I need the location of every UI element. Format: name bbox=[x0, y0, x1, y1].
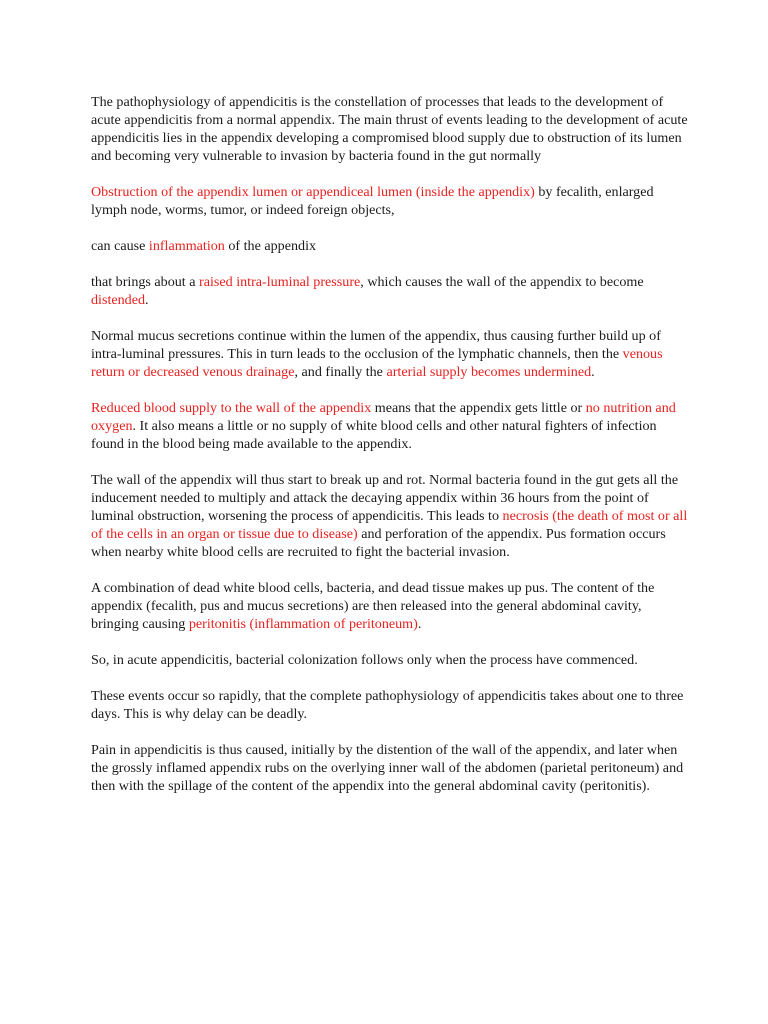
highlighted-term: peritonitis (inflammation of peritoneum) bbox=[188, 616, 418, 632]
paragraph-text: can cause bbox=[91, 238, 149, 254]
paragraph-text: . bbox=[417, 616, 422, 632]
paragraph-text: The wall of the appendix will thus start to break up and rot. Normal bacteria found in the gut gets all the inducement needed to multiply and attack the decaying appendix within 36 hours from the point of luminal obstruction, worsening the process of appendicitis. This leads to bbox=[91, 472, 679, 524]
highlighted-term: inflammation bbox=[148, 238, 225, 254]
paragraph-text: Normal mucus secretions continue within the lumen of the appendix, thus causing further build up of intra-luminal pressures. This in turn leads to the occlusion of the lymphatic channels, then the bbox=[91, 328, 661, 362]
paragraph-timeline bbox=[91, 687, 691, 723]
highlighted-term: no nutrition and oxygen bbox=[91, 400, 676, 434]
highlighted-term: Obstruction of the appendix lumen or appendiceal lumen (inside the appendix) bbox=[91, 184, 535, 200]
paragraph-text: , which causes the wall of the appendix to become bbox=[360, 274, 644, 290]
paragraph-text: These events occur so rapidly, that the complete pathophysiology of appendicitis takes about one to three days. This is why delay can be deadly. bbox=[91, 688, 684, 722]
paragraph-text: by fecalith, enlarged lymph node, worms, tumor, or indeed foreign objects, bbox=[91, 184, 654, 218]
paragraph-colonization bbox=[91, 651, 691, 669]
paragraph-text: So, in acute appendicitis, bacterial colonization follows only when the process have commenced. bbox=[91, 652, 638, 668]
paragraph-obstruction bbox=[91, 183, 691, 219]
paragraph-blood-supply bbox=[91, 399, 691, 453]
paragraph-text: of the appendix bbox=[224, 238, 317, 254]
paragraph-text: , and finally the bbox=[294, 364, 387, 380]
paragraph-text: . bbox=[591, 364, 595, 380]
paragraph-pus bbox=[91, 579, 691, 633]
paragraph-inflammation bbox=[91, 237, 691, 255]
paragraph-text: means that the appendix gets little or bbox=[371, 400, 586, 416]
highlighted-term: raised intra-luminal pressure bbox=[199, 274, 361, 290]
highlighted-term: necrosis (the death of most or all of the cells in an organ or tissue due to disease) bbox=[91, 508, 688, 542]
highlighted-term: venous return or decreased venous drainage bbox=[91, 346, 663, 380]
paragraph-text: Pain in appendicitis is thus caused, initially by the distention of the wall of the appendix, and later when the grossly inflamed appendix rubs on the overlying inner wall of the abdomen (parietal peritoneum) and then with the spillage of the content of the appendix into the general abdominal cavity (peritonitis). bbox=[91, 742, 684, 794]
paragraph-text: A combination of dead white blood cells, bacteria, and dead tissue makes up pus. The content of the appendix (fecalith, pus and mucus secretions) are then released into the general abdominal cavity, bringing causing bbox=[91, 580, 655, 632]
paragraph-intro bbox=[91, 93, 691, 165]
paragraph-mucus bbox=[91, 327, 691, 381]
paragraph-text: . It also means a little or no supply of white blood cells and other natural fighters of infection found in the blood being made available to the appendix. bbox=[91, 418, 657, 452]
highlighted-term: arterial supply becomes undermined bbox=[386, 364, 592, 380]
paragraph-necrosis bbox=[91, 471, 691, 561]
highlighted-term: distended bbox=[91, 292, 146, 308]
highlighted-term: Reduced blood supply to the wall of the appendix bbox=[91, 400, 372, 416]
paragraph-text: and perforation of the appendix. Pus formation occurs when nearby white blood cells are recruited to fight the bacterial invasion. bbox=[91, 526, 666, 560]
paragraph-text: The pathophysiology of appendicitis is the constellation of processes that leads to the development of acute appendicitis from a normal appendix. The main thrust of events leading to the development of acute appendicitis lies in the appendix developing a compromised blood supply due to obstruction of its lumen and becoming very vulnerable to invasion by bacteria found in the gut normally bbox=[91, 94, 688, 164]
paragraph-pain bbox=[91, 741, 691, 795]
paragraph-pressure bbox=[91, 273, 691, 309]
document-page bbox=[91, 93, 691, 813]
paragraph-text: . bbox=[145, 292, 149, 308]
paragraph-text: that brings about a bbox=[91, 274, 200, 290]
